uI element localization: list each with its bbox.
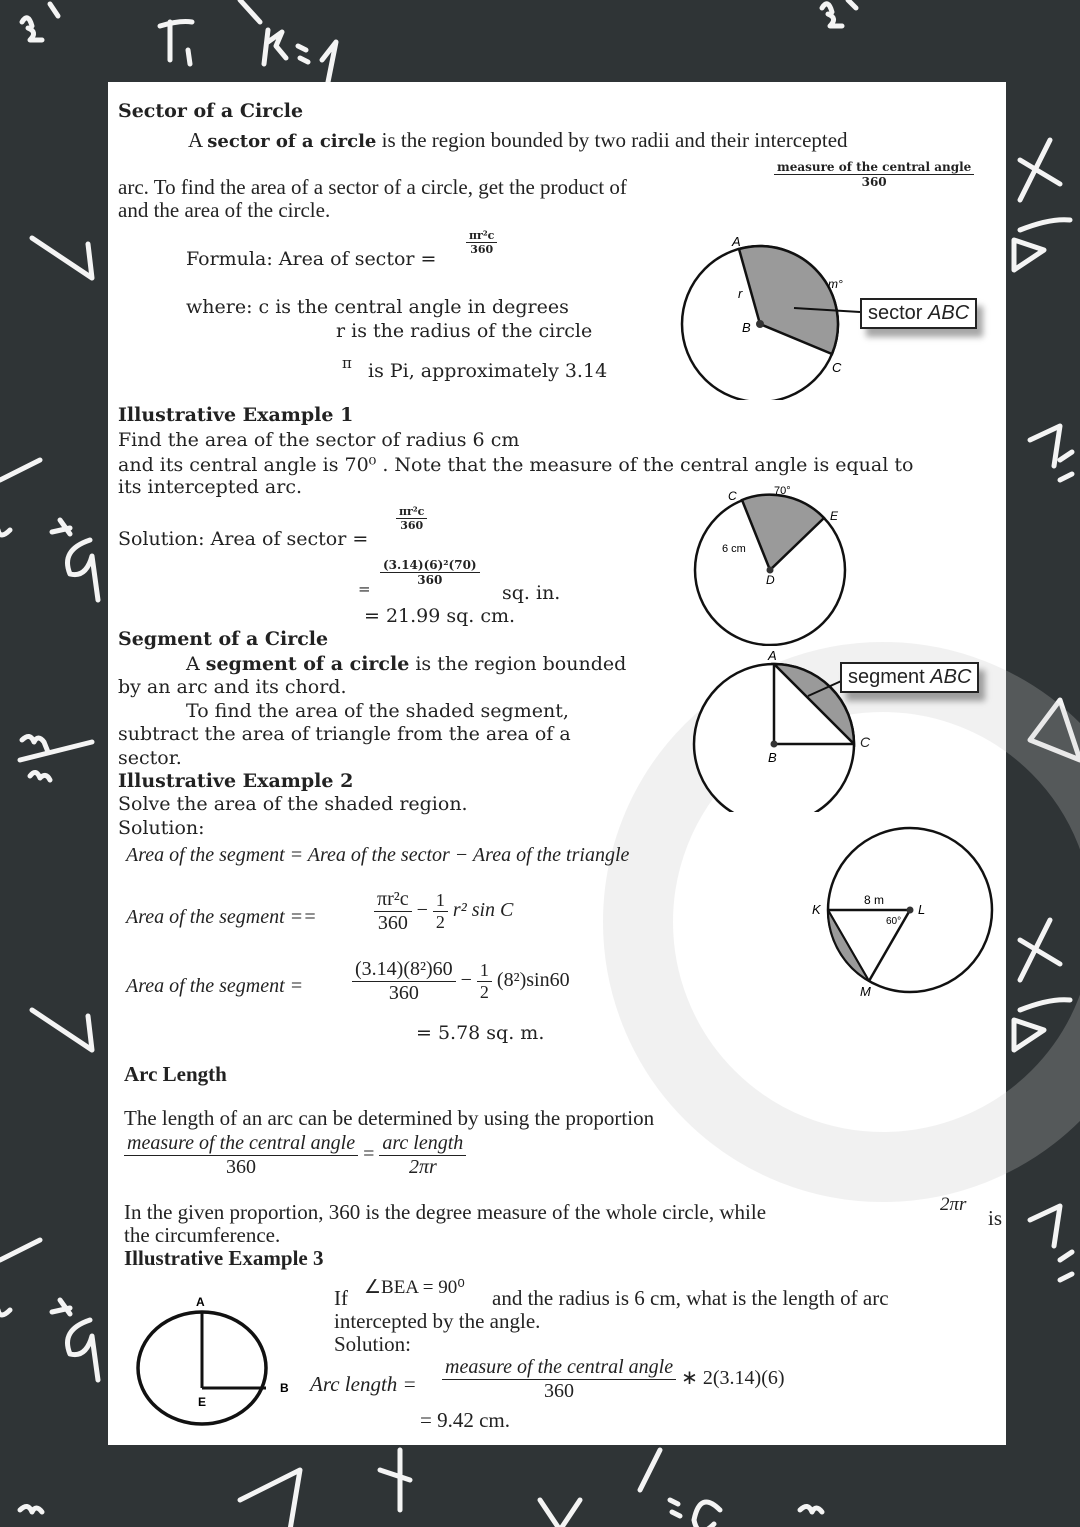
example3-question: and the radius is 6 cm, what is the length of arc <box>492 1286 889 1310</box>
pi-symbol: π <box>342 354 352 372</box>
example2-eq3-rhs: $\frac{\text{(3.14)(8²)60}}{360}$ − $\frac{1}{2}$ (8²)sin60 <box>352 958 570 1005</box>
arc-line1: The length of an arc can be determined by using the proportion <box>124 1106 655 1130</box>
formula-fraction: $\frac{\text{πr²c}}{360}$ <box>466 229 497 256</box>
example2-solution: Solution: <box>118 817 205 839</box>
example1-solution-label: Solution: Area of sector = <box>118 528 369 550</box>
segment-line2: by an arc and its chord. <box>118 676 347 698</box>
svg-text:D: D <box>766 573 775 587</box>
example3-if: If <box>334 1286 348 1310</box>
section-heading-arc-length: Arc Length <box>124 1062 227 1086</box>
segment-60-diagram <box>798 822 998 1002</box>
where-pi: is Pi, approximately 3.14 <box>368 360 608 382</box>
svg-text:L: L <box>918 902 926 917</box>
sector-callout: sector ABC <box>860 298 977 329</box>
sector-instruction-cont: and the area of the circle. <box>118 198 331 222</box>
section-heading-sector: Sector of a Circle <box>118 100 304 122</box>
svg-text:70°: 70° <box>774 485 791 497</box>
example1-formula-fraction: $\frac{\text{πr²c}}{360}$ <box>396 505 427 532</box>
sector-70-diagram <box>684 478 864 646</box>
svg-text:r: r <box>738 286 743 301</box>
svg-text:C: C <box>832 360 842 375</box>
svg-text:E: E <box>830 509 839 523</box>
example1-result: = 21.99 sq. cm. <box>364 605 516 627</box>
example3-solution: Solution: <box>334 1332 412 1356</box>
example2-eq2-label: Area of the segment == <box>126 906 317 928</box>
example1-heading: Illustrative Example 1 <box>118 404 354 426</box>
arc-line2: In the given proportion, 360 is the degree measure of the whole circle, while <box>124 1200 767 1224</box>
segment-line4: subtract the area of triangle from the area of a <box>118 723 571 745</box>
example3-question2: intercepted by the angle. <box>334 1309 541 1333</box>
svg-text:m°: m° <box>828 277 843 291</box>
example3-heading: Illustrative Example 3 <box>124 1246 324 1270</box>
segment-line5: sector. <box>118 747 182 769</box>
example1-substitution: $\frac{\text{(3.14)(6)²(70)}}{360}$ <box>380 558 480 587</box>
where-c: where: c is the central angle in degrees <box>186 296 569 318</box>
arc-proportion: $\frac{\text{measure of the central angle}}{360}$ = $\frac{\text{arc length}}{2\pi r}$ <box>124 1132 466 1179</box>
example1-line3: its intercepted arc. <box>118 476 302 498</box>
arc-line3: the circumference. <box>124 1223 281 1247</box>
sector-instruction: arc. To find the area of a sector of a circle, get the product of <box>118 175 627 199</box>
svg-text:B: B <box>280 1381 289 1395</box>
example1-unit: sq. in. <box>502 582 561 604</box>
svg-text:K: K <box>812 902 821 917</box>
example2-eq2-rhs: $\frac{\text{πr²c}}{360}$ − $\frac{1}{2}$ r² sin C <box>374 888 513 935</box>
example1-line1: Find the area of the sector of radius 6 cm <box>118 429 520 451</box>
where-r: r is the radius of the circle <box>336 320 593 342</box>
svg-text:C: C <box>728 489 737 503</box>
svg-text:M: M <box>860 984 871 999</box>
equals-sign: = <box>358 580 371 598</box>
two-pi-r: 2πr <box>940 1194 967 1215</box>
svg-text:8 m: 8 m <box>864 893 885 907</box>
svg-text:A: A <box>196 1295 205 1309</box>
example2-line1: Solve the area of the shaded region. <box>118 793 468 815</box>
example2-result: = 5.78 sq. m. <box>416 1022 545 1044</box>
svg-text:A: A <box>732 234 741 249</box>
formula-label: Formula: Area of sector = <box>186 248 437 270</box>
central-angle-fraction: $\frac{\text{measure of the central angle}}{360}$ <box>774 160 974 189</box>
segment-definition: A segment of a circle is the region bounded <box>186 653 627 675</box>
segment-line3: To find the area of the shaded segment, <box>186 700 569 722</box>
example2-eq1: Area of the segment = Area of the sector − Area of the triangle <box>126 844 630 866</box>
example3-arc-label: Arc length = <box>310 1372 417 1396</box>
svg-text:E: E <box>198 1395 207 1409</box>
segment-callout: segment ABC <box>840 662 979 693</box>
example3-result: = 9.42 cm. <box>420 1408 510 1432</box>
svg-text:B: B <box>768 750 777 765</box>
section-heading-segment: Segment of a Circle <box>118 628 329 650</box>
sector-definition: A sector of a circle is the region bounded by two radii and their intercepted <box>188 128 848 152</box>
arc-is: is <box>988 1206 1003 1230</box>
example2-heading: Illustrative Example 2 <box>118 770 354 792</box>
svg-text:60°: 60° <box>886 916 902 927</box>
svg-text:A: A <box>768 648 777 663</box>
example2-eq3-label: Area of the segment = <box>126 975 304 997</box>
example1-line2: and its central angle is 70⁰ . Note that the measure of the central angle is equal to <box>118 454 914 476</box>
segment-label-C: C <box>860 734 871 750</box>
example3-fraction: $\frac{\text{measure of the central angle}}{360}$ ∗ 2(3.14)(6) <box>442 1356 785 1403</box>
arc-90-diagram <box>128 1290 308 1430</box>
example3-angle: ∠BEA = 90⁰ <box>364 1277 465 1298</box>
svg-text:B: B <box>742 320 751 335</box>
worksheet-page <box>108 82 1006 1445</box>
svg-text:6 cm: 6 cm <box>722 543 746 555</box>
